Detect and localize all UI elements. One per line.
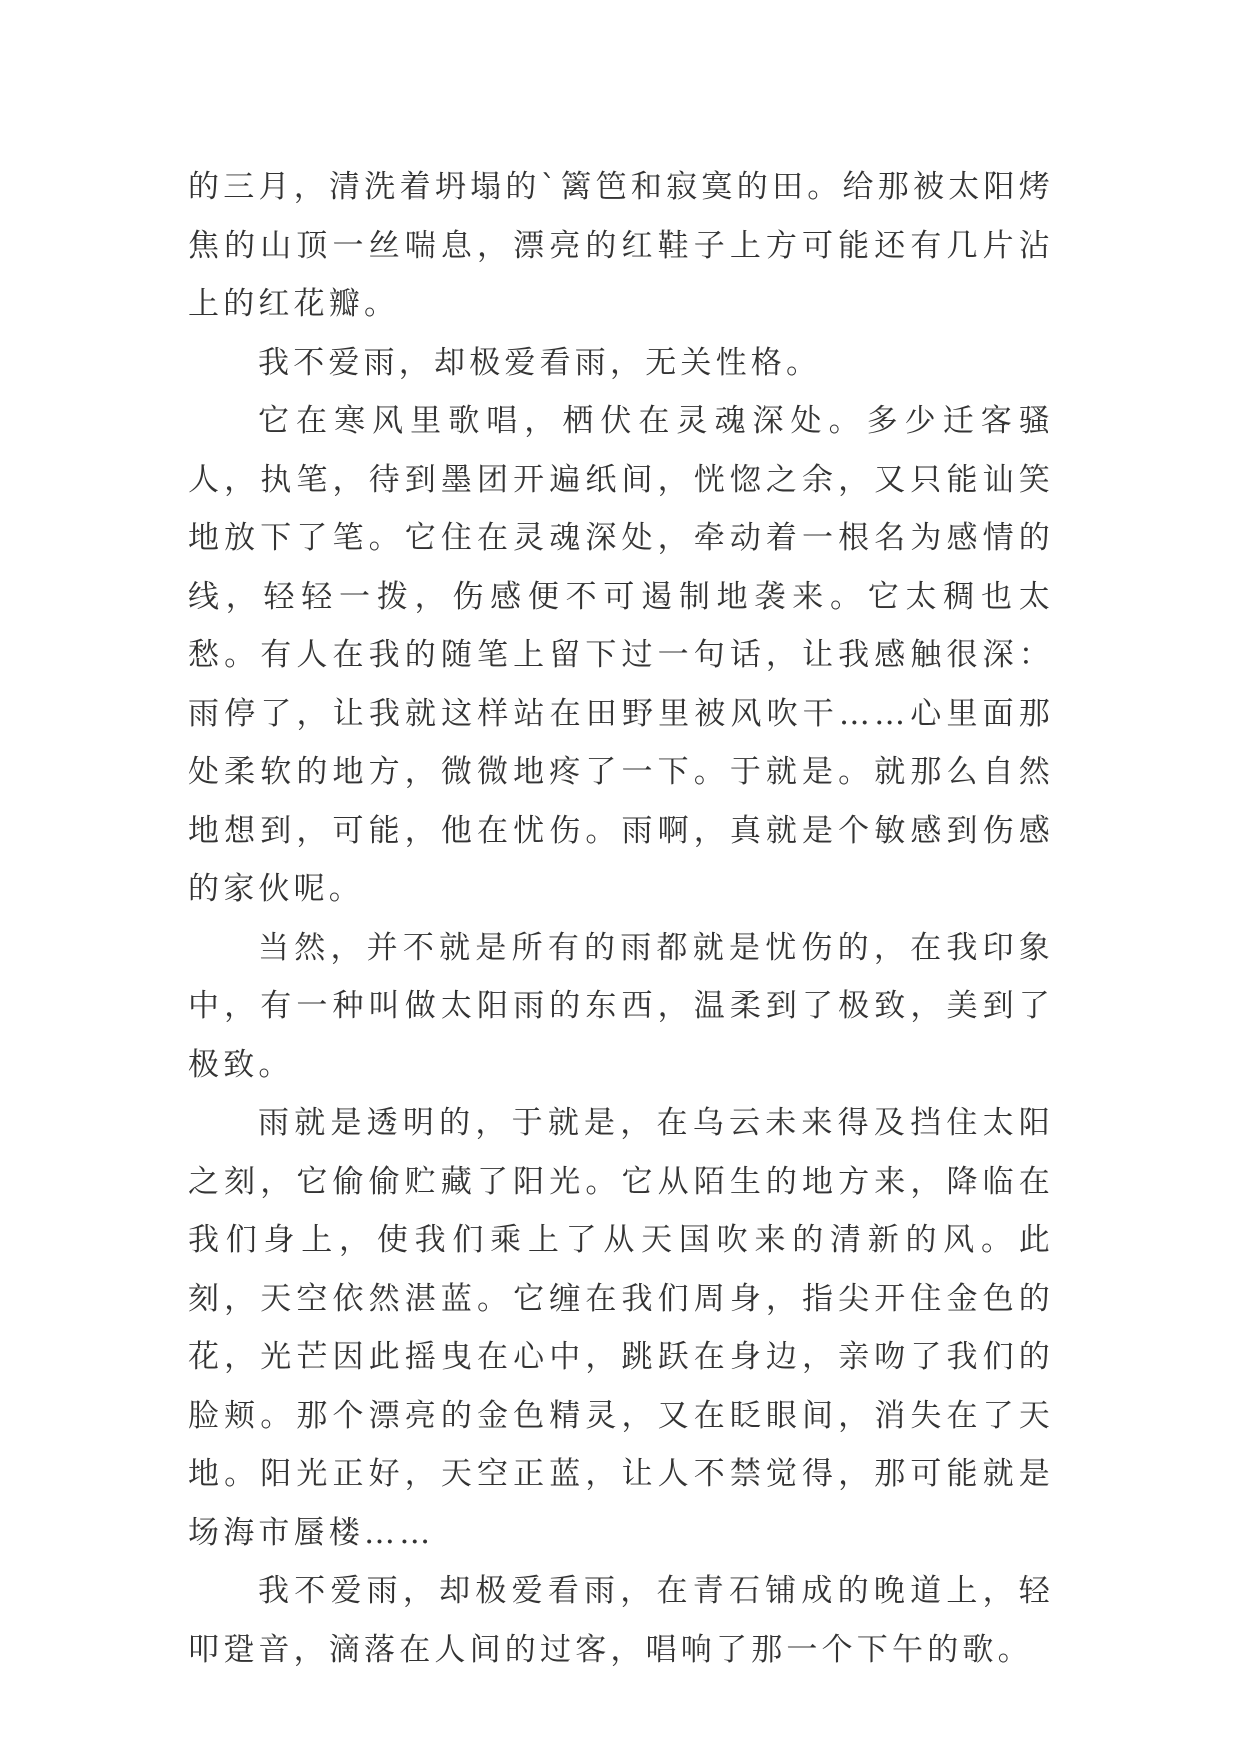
- document-body: [188, 158, 1054, 1679]
- paragraph-3: 它在寒风里歌唱，栖伏在灵魂深处。多少迁客骚人，执笔，待到墨团开遍纸间，恍惚之余，又只能讪笑地放下了笔。它住在灵魂深处，牵动着一根名为感情的线，轻轻一拨，伤感便不可遏制地袭来。它太稠也太愁。有人在我的随笔上留下过一句话，让我感触很深：雨停了，让我就这样站在田野里被风吹干……心里面那处柔软的地方，微微地疼了一下。于就是。就那么自然地想到，可能，他在忧伤。雨啊，真就是个敏感到伤感的家伙呢。: [188, 403, 1054, 907]
- paragraph-4: 当然，并不就是所有的雨都就是忧伤的，在我印象中，有一种叫做太阳雨的东西，温柔到了极致，美到了极致。: [188, 929, 1054, 1083]
- paragraph-1: 的三月，清洗着坍塌的`篱笆和寂寞的田。给那被太阳烤焦的山顶一丝喘息，漂亮的红鞋子上方可能还有几片沾上的红花瓣。: [188, 169, 1054, 322]
- paragraph-6: 我不爱雨，却极爱看雨，在青石铺成的晚道上，轻叩跫音，滴落在人间的过客，唱响了那一个下午的歌。: [188, 1573, 1054, 1668]
- paragraph-5: 雨就是透明的，于就是，在乌云未来得及挡住太阳之刻，它偷偷贮藏了阳光。它从陌生的地方来，降临在我们身上，使我们乘上了从天国吹来的清新的风。此刻，天空依然湛蓝。它缠在我们周身，指尖开住金色的花，光芒因此摇曳在心中，跳跃在身边，亲吻了我们的脸颊。那个漂亮的金色精灵，又在眨眼间，消失在了天地。阳光正好，天空正蓝，让人不禁觉得，那可能就是场海市蜃楼……: [188, 1105, 1054, 1551]
- paragraph-2: 我不爱雨，却极爱看雨，无关性格。: [258, 344, 822, 381]
